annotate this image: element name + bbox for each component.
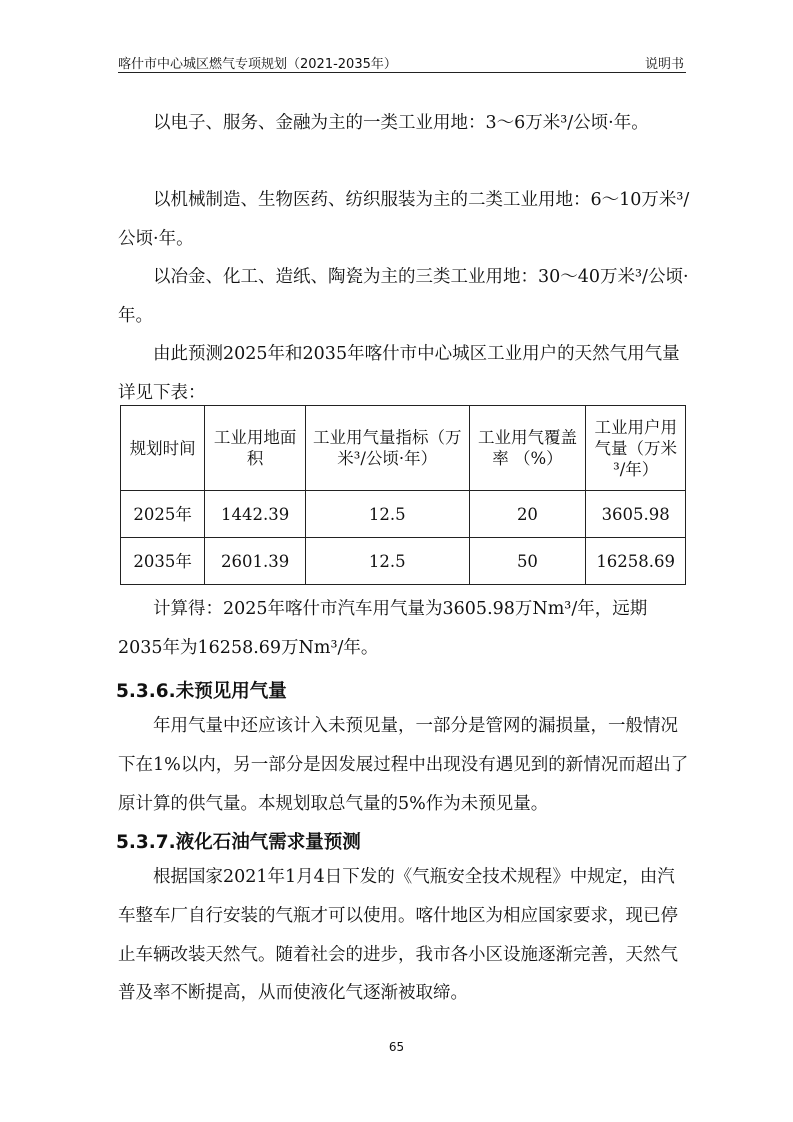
table-row — [121, 538, 686, 585]
paragraph-class1-industry: 以电子、服务、金融为主的一类工业用地：3～6万米³/公顷·年。 — [153, 113, 649, 133]
paragraph-forecast-intro: 由此预测2025年和2035年喀什市中心城区工业用户的天然气用气量详见下表： — [118, 344, 680, 403]
table-cell: 1442.39 — [205, 491, 306, 538]
header-section: 说明书 — [644, 57, 684, 72]
industrial-gas-table — [120, 405, 686, 585]
table-cell: 2601.39 — [205, 538, 306, 585]
table-cell: 2035年 — [121, 538, 205, 585]
table-cell: 16258.69 — [586, 538, 686, 585]
paragraph-unforeseen: 年用气量中还应该计入未预见量，一部分是管网的漏损量，一般情况下在1%以内，另一部分是因发展过程中出现没有遇见到的新情况而超出了原计算的供气量。本规划取总气量的5%作为未预见量。 — [118, 716, 689, 814]
page-header — [118, 52, 686, 73]
table-cell: 50 — [469, 538, 586, 585]
page-number: 65 — [388, 1040, 405, 1054]
table-cell: 3605.98 — [586, 491, 686, 538]
header-title: 喀什市中心城区燃气专项规划（2021-2035年） — [118, 57, 397, 72]
table-cell: 2025年 — [121, 491, 205, 538]
paragraph-calculation: 计算得：2025年喀什市汽车用气量为3605.98万Nm³/年，远期2035年为16258.69万Nm³/年。 — [118, 599, 648, 658]
section-heading-lpg: 5.3.7.液化石油气需求量预测 — [116, 832, 361, 853]
table-header-cell: 工业用地面积 — [205, 406, 306, 491]
paragraph-lpg: 根据国家2021年1月4日下发的《气瓶安全技术规程》中规定，由汽车整车厂自行安装的气瓶才可以使用。喀什地区为相应国家要求，现已停止车辆改装天然气。随着社会的进步，我市各小区设施逐渐完善，天然气普及率不断提高，从而使液化气逐渐被取缔。 — [118, 867, 678, 1004]
table-header-cell: 工业用气覆盖率 （%） — [469, 406, 586, 491]
table-cell: 12.5 — [305, 491, 469, 538]
table-row — [121, 491, 686, 538]
paragraph-class2-industry: 以机械制造、生物医药、纺织服装为主的二类工业用地：6～10万米³/公顷·年。 — [118, 190, 690, 249]
table-cell: 20 — [469, 491, 586, 538]
table-header-row — [121, 406, 686, 491]
section-heading-unforeseen: 5.3.6.未预见用气量 — [116, 681, 287, 702]
table-header-cell: 规划时间 — [121, 406, 205, 491]
paragraph-class3-industry: 以冶金、化工、造纸、陶瓷为主的三类工业用地：30～40万米³/公顷·年。 — [118, 267, 689, 326]
table-header-cell: 工业用户用气量（万米³/年） — [586, 406, 686, 491]
table-cell: 12.5 — [305, 538, 469, 585]
table-header-cell: 工业用气量指标（万米³/公顷·年） — [305, 406, 469, 491]
